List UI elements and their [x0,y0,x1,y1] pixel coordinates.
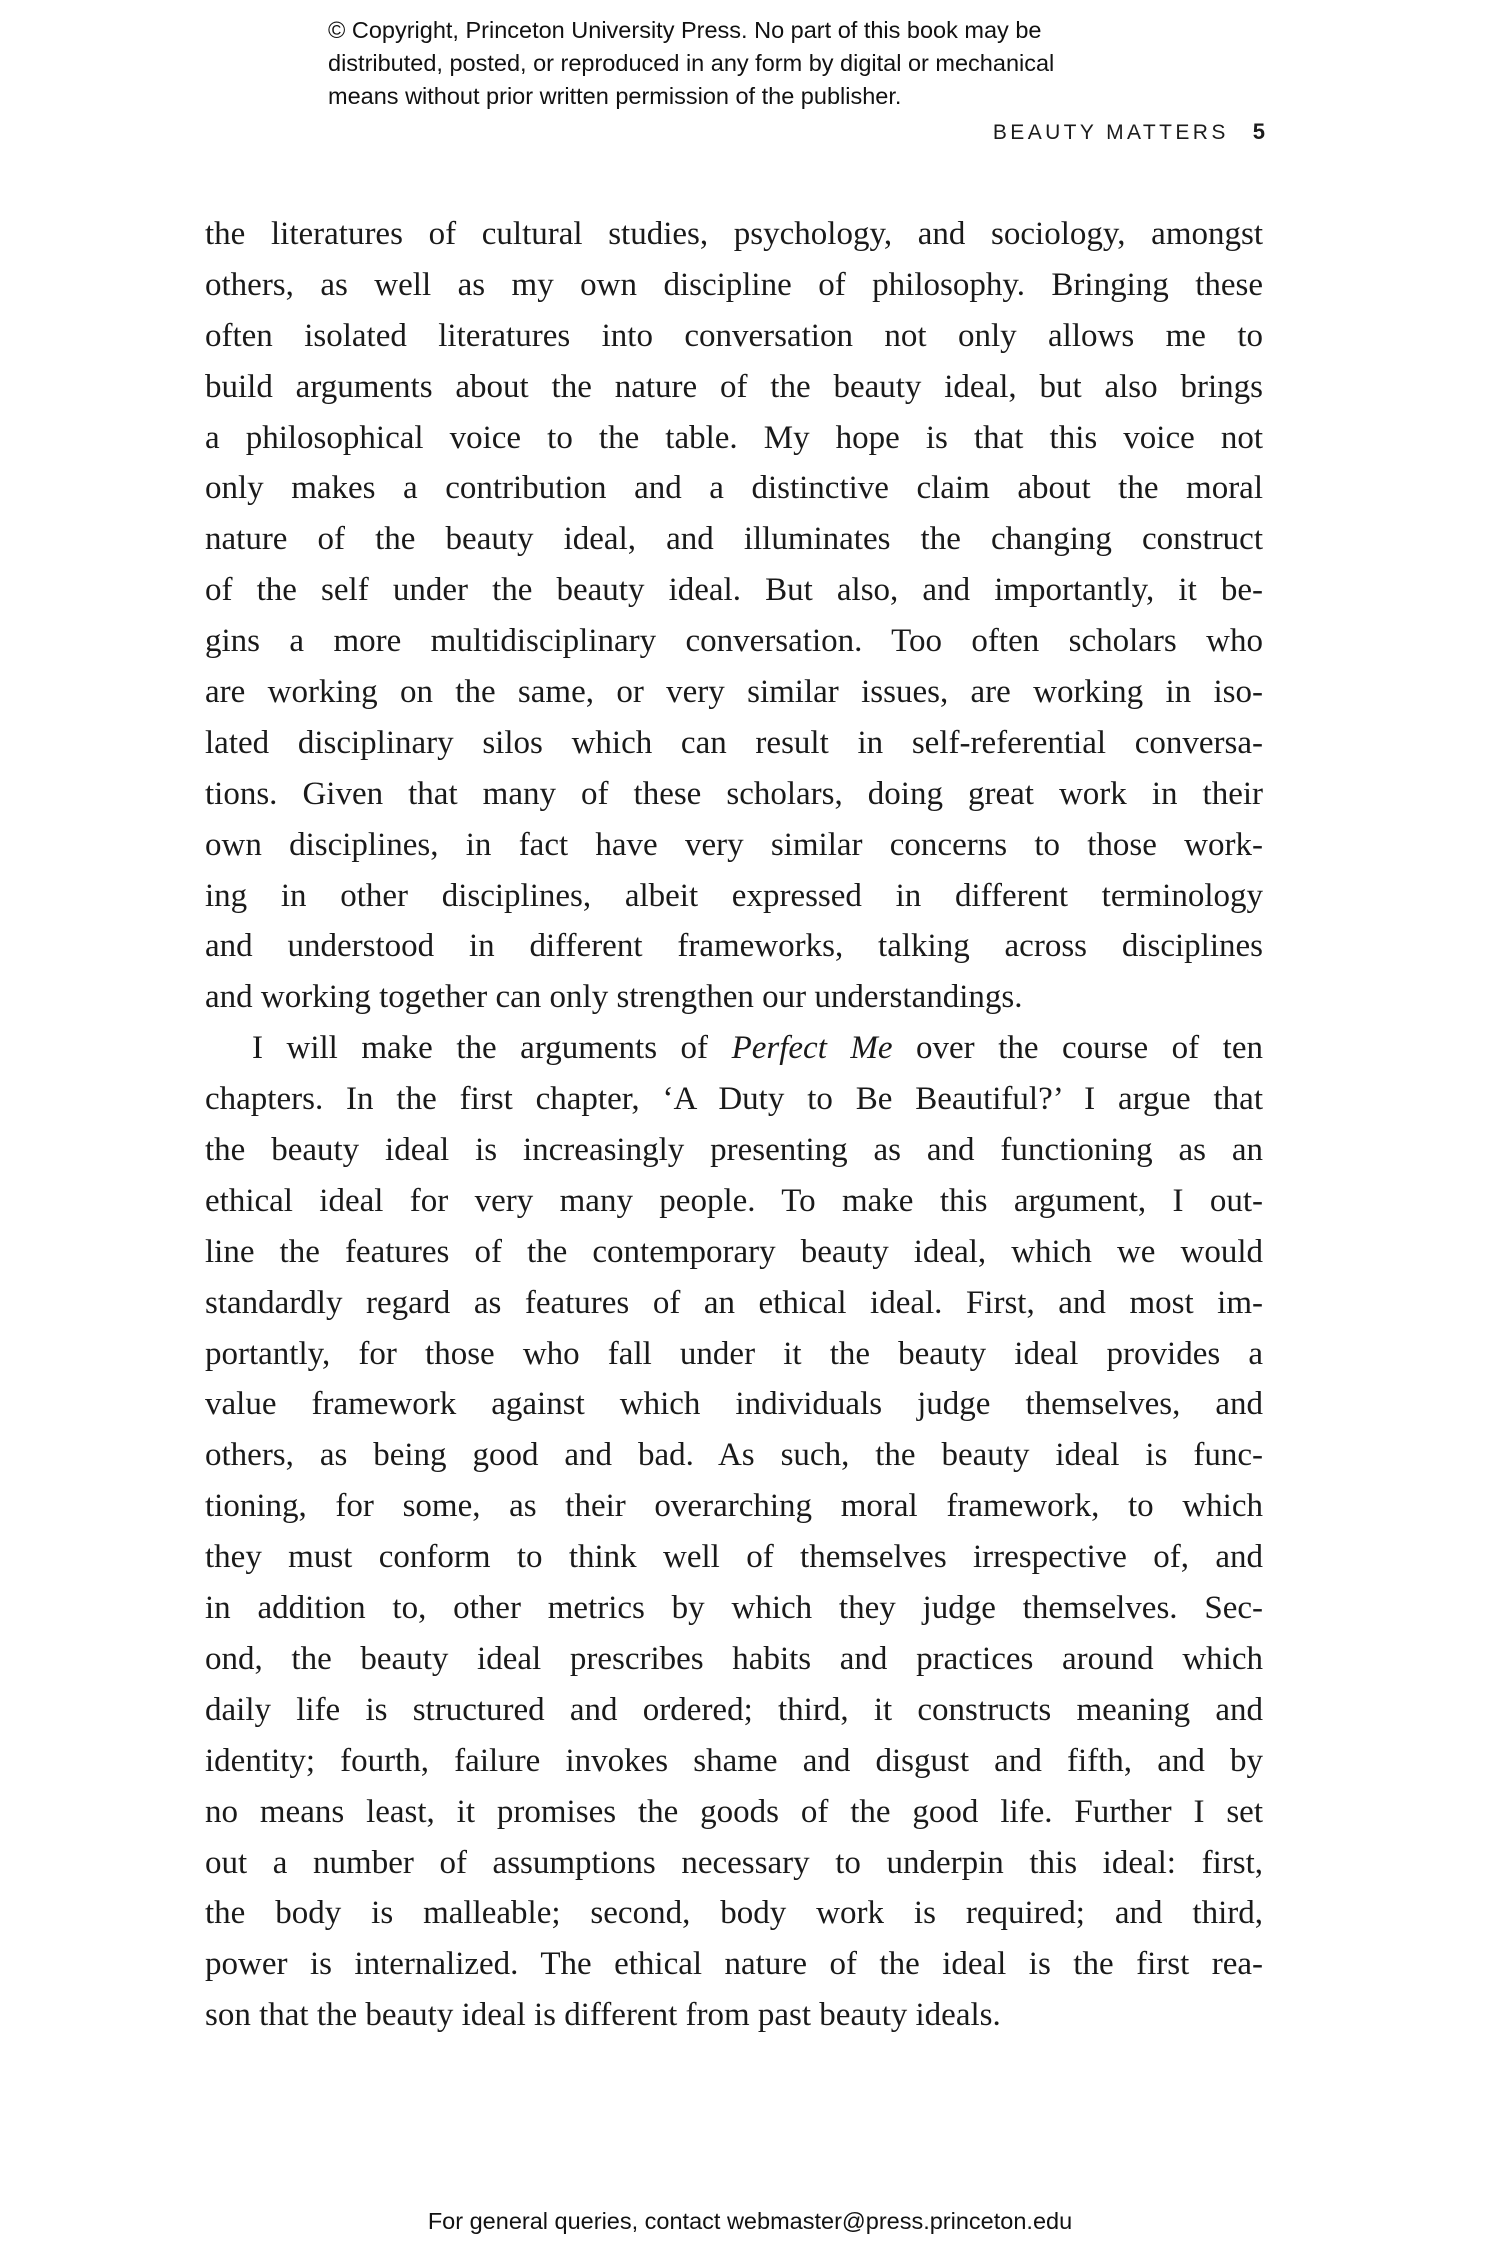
text-line: standardly regard as features of an ethical ideal. First, and most im- [205,1284,1263,1321]
text-line: the beauty ideal is increasingly presenting as and functioning as an [205,1132,1263,1169]
text-line: ethical ideal for very many people. To make this argument, I out- [205,1182,1263,1219]
text-run: over the course of ten [892,1030,1263,1067]
text-line: of the self under the beauty ideal. But also, and importantly, it be- [205,572,1263,609]
text-line: often isolated literatures into conversation not only allows me to [205,317,1263,354]
text-line: a philosophical voice to the table. My hope is that this voice not [205,419,1263,456]
running-head-title: BEAUTY MATTERS [992,121,1229,144]
text-run: I will make the arguments of [252,1030,732,1067]
text-line: out a number of assumptions necessary to underpin this ideal: first, [205,1844,1263,1881]
copyright-line: distributed, posted, or reproduced in any form by digital or mechanical [328,50,1055,76]
text-line: the literatures of cultural studies, psychology, and sociology, amongst [205,216,1263,252]
text-line: ond, the beauty ideal prescribes habits and practices around which [205,1640,1263,1677]
text-line: power is internalized. The ethical nature of the ideal is the first rea- [205,1946,1263,1983]
text-line: son that the beauty ideal is different from past beauty ideals. [205,1997,1001,2034]
text-line: identity; fourth, failure invokes shame and disgust and fifth, and by [205,1742,1263,1779]
text-line: tions. Given that many of these scholars, doing great work in their [205,775,1263,812]
text-line: the body is malleable; second, body work is required; and third, [205,1895,1263,1932]
text-line: own disciplines, in fact have very similar concerns to those work- [205,826,1263,863]
copyright-line: means without prior written permission of the publisher. [328,83,902,109]
text-line: nature of the beauty ideal, and illuminates the changing construct [205,521,1263,558]
text-line: no means least, it promises the goods of the good life. Further I set [205,1793,1263,1830]
copyright-notice [328,14,1208,113]
text-line: lated disciplinary silos which can result in self-referential conversa- [205,724,1263,761]
page-number: 5 [1252,119,1265,144]
text-line: daily life is structured and ordered; third, it constructs meaning and [205,1691,1263,1728]
running-head [993,119,1265,147]
text-line: only makes a contribution and a distinctive claim about the moral [205,470,1263,507]
text-line: line the features of the contemporary beauty ideal, which we would [205,1233,1263,1270]
text-line: others, as being good and bad. As such, the beauty ideal is func- [205,1437,1263,1474]
text-line: are working on the same, or very similar issues, are working in iso- [205,674,1263,711]
copyright-line: © Copyright, Princeton University Press. No part of this book may be [328,17,1042,43]
text-line: value framework against which individuals judge themselves, and [205,1386,1263,1423]
text-line: ing in other disciplines, albeit expressed in different terminology [205,877,1263,914]
text-line: others, as well as my own discipline of philosophy. Bringing these [205,266,1263,303]
text-line: they must conform to think well of themselves irrespective of, and [205,1539,1263,1576]
text-line: tioning, for some, as their overarching moral framework, to which [205,1488,1263,1525]
paragraph-1 [205,209,1263,1023]
footer-contact: For general queries, contact webmaster@press.princeton.edu [427,2208,1073,2234]
text-line: and understood in different frameworks, talking across disciplines [205,928,1263,965]
text-line: and working together can only strengthen our understandings. [205,979,1023,1016]
body-text [205,209,1263,2041]
text-line: chapters. In the first chapter, ‘A Duty to Be Beautiful?’ I argue that [205,1081,1263,1118]
text-line: portantly, for those who fall under it the beauty ideal provides a [205,1335,1263,1372]
text-line-first [205,1023,1263,1074]
text-line: build arguments about the nature of the beauty ideal, but also brings [205,368,1263,405]
paragraph-2 [205,1023,1263,2041]
text-line: gins a more multidisciplinary conversation. Too often scholars who [205,623,1263,660]
book-title: Perfect Me [731,1030,893,1067]
text-line: in addition to, other metrics by which they judge themselves. Sec- [205,1590,1263,1627]
